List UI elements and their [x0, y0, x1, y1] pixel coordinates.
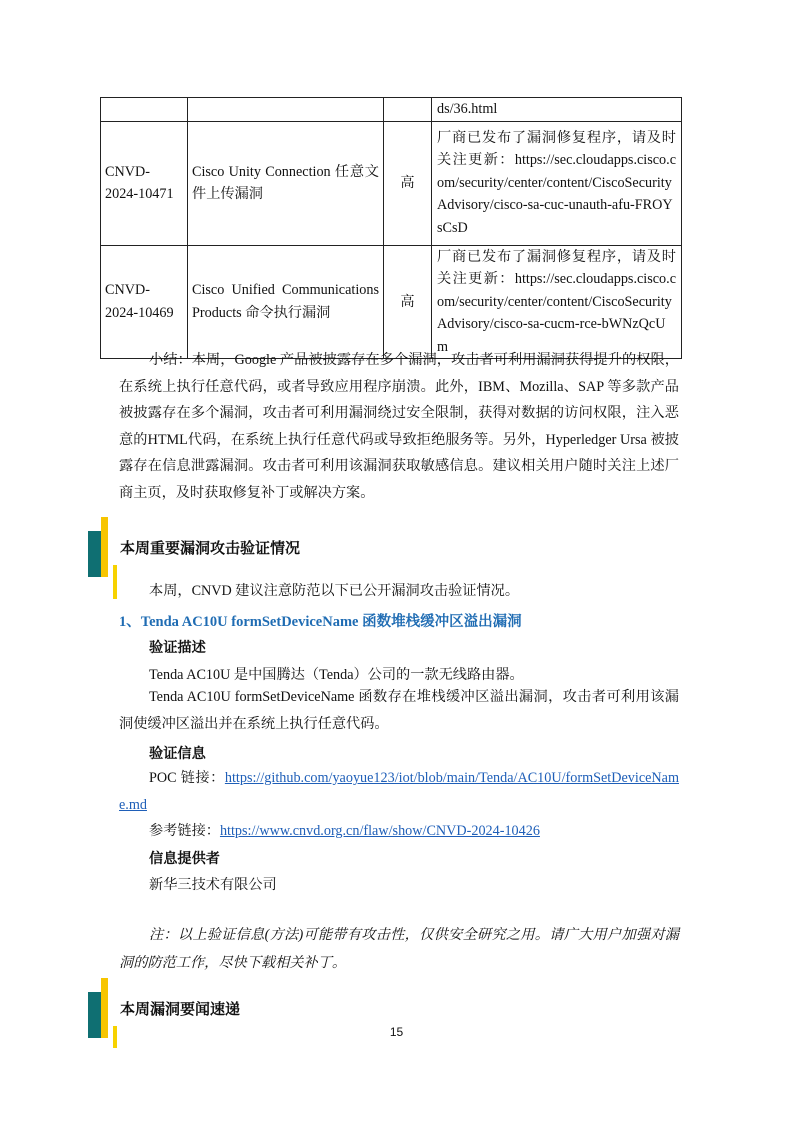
vulnerability-table [100, 97, 682, 359]
table-cell-id: CNVD-2024-10469 [101, 245, 188, 359]
table-cell-id [101, 98, 188, 122]
table-cell-name [188, 98, 384, 122]
table-cell-solution: 厂商已发布了漏洞修复程序，请及时关注更新：https://sec.cloudapps.cisco.com/security/center/content/CiscoSecurityAdvisory/cisco-sa-cuc-unauth-afu-FROYsCsD [432, 121, 682, 245]
subheading-info: 验证信息 [149, 746, 206, 762]
table-row [101, 98, 682, 122]
page-number: 15 [389, 1025, 404, 1039]
section-intro: 本周，CNVD 建议注意防范以下已公开漏洞攻击验证情况。 [149, 583, 520, 599]
provider-name: 新华三技术有限公司 [149, 877, 277, 893]
reference-label: 参考链接： [149, 823, 220, 839]
table-cell-level: 高 [384, 245, 432, 359]
table-row [101, 121, 682, 245]
table-cell-level: 高 [384, 121, 432, 245]
table-cell-level [384, 98, 432, 122]
subheading-description: 验证描述 [149, 640, 206, 656]
table-cell-solution: 厂商已发布了漏洞修复程序，请及时关注更新：https://sec.cloudapps.cisco.com/security/center/content/CiscoSecurityAdvisory/cisco-sa-cucm-rce-bWNzQcUm [432, 245, 682, 359]
disclaimer-note: 注：以上验证信息(方法)可能带有攻击性，仅供安全研究之用。请广大用户加强对漏洞的防范工作，尽快下载相关补丁。 [119, 927, 679, 971]
description-line: Tenda AC10U 是中国腾达（Tenda）公司的一款无线路由器。 [149, 667, 524, 683]
heading-decoration [113, 565, 117, 599]
poc-line [119, 765, 679, 818]
table-cell-solution: ds/36.html [432, 98, 682, 122]
description-paragraph: Tenda AC10U formSetDeviceName 函数存在堆栈缓冲区溢出漏洞，攻击者可利用该漏洞使缓冲区溢出并在系统上执行任意代码。 [119, 689, 679, 732]
table-cell-name: Cisco Unified Communications Products 命令执行漏洞 [188, 245, 384, 359]
section-title: 本周漏洞要闻速递 [120, 1000, 241, 1018]
vulnerability-item-title: 1、Tenda AC10U formSetDeviceName 函数堆栈缓冲区溢出漏洞 [119, 614, 522, 630]
reference-line [149, 820, 540, 840]
poc-label: POC 链接： [149, 770, 225, 786]
table-cell-name: Cisco Unity Connection 任意文件上传漏洞 [188, 121, 384, 245]
poc-link[interactable]: https://github.com/yaoyue123/iot/blob/main/Tenda/AC10U/formSetDeviceName.md [119, 770, 679, 813]
table-row [101, 245, 682, 359]
reference-link[interactable]: https://www.cnvd.org.cn/flaw/show/CNVD-2024-10426 [219, 823, 540, 839]
section-title: 本周重要漏洞攻击验证情况 [120, 539, 301, 557]
summary-paragraph: 小结：本周，Google 产品被披露存在多个漏洞，攻击者可利用漏洞获得提升的权限，在系统上执行任意代码，或者导致应用程序崩溃。此外，IBM、Mozilla、SAP 等多款产品被披露存在多个漏洞，攻击者可利用漏洞绕过安全限制，获得对数据的访问权限，注入恶意的HTML代码，在系统上执行任意代码或导致拒绝服务等。另外，Hyperledger Ursa 被披露存在信息泄露漏洞。攻击者可利用该漏洞获取敏感信息。建议相关用户随时关注上述厂商主页，及时获取修复补丁或解决方案。 [119, 352, 679, 501]
section-heading-news [88, 978, 388, 1058]
subheading-provider: 信息提供者 [149, 851, 220, 867]
table-cell-id: CNVD-2024-10471 [101, 121, 188, 245]
heading-decoration [101, 517, 108, 577]
